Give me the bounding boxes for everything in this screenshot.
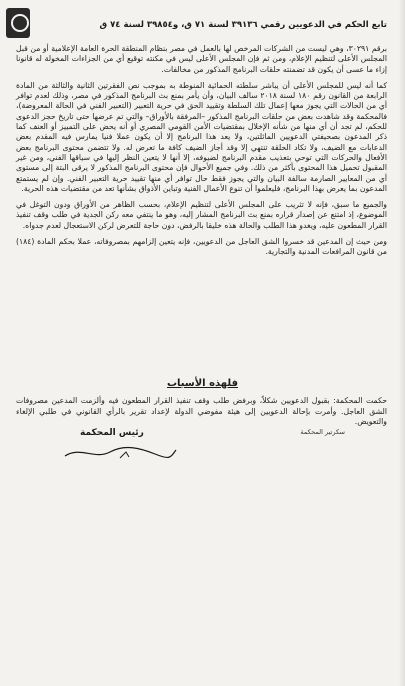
ruling-text: حكمت المحكمة: بقبول الدعويين شكلاً، وبرفض طلب وقف تنفيذ القرار المطعون فيه وألزمت المدعين مصروفات الشق العاجل. وأمرت بإحالة الدعويين إلى هيئة مفوضي الدولة لإعداد تقرير بالرأي القانوني في طلبي الإلغاء والتعويض. <box>16 396 387 426</box>
paragraph-1: برقم ٣٠٢٩١، وهي ليست من الشركات المرخص لها بالعمل في مصر بنظام المنطقة الحرة العامة الإعلامية أو من قبل المجلس الأعلى لتنظيم الإعلام، ومن ثم فإن المجلس الأعلى ليس في مكنته توقيع أي من الجزاءات المخولة له قانونا إزاء ما عسى أن يكون قد تضمنته حلقات البرنامج المذكور من مخالفات. <box>16 44 387 74</box>
handwritten-signature <box>60 444 180 462</box>
judgment-body <box>16 44 387 260</box>
paragraph-2: كما أنه ليس للمجلس الأعلى أن يباشر سلطته الحمائية المنوطة به بموجب نص الفقرتين الثانية والثالثة من المادة الرابعة من القانون رقم ١٨٠ لسنة ٢٠١٨ سالف البيان، وأن يأمر بمنع بث البرنامج المذكور في مصر، وذلك لعدم توافر أي من الحالات التي يجوز معها إعمال تلك السلطة وتقييد الحق في حرية التعبير (التعبير الفني في الحالة المعروضة)، فالمحكمة وقد شاهدت بعض من حلقات البرنامج المذكور –المرفقة بالأوراق– والتي تم عرضها حتى تاريخ حجز الدعوى للحكم، لم تجد أن أي منها من شأنه الإخلال بمقتضيات الأمن القومي المصري أو أنه يحض على التمييز أو العنف كما ذكر المدعون بصحيفتي الدعويين الماثلتين، ولا يعد هذا البرنامج إلا أن يكون عملا فنيا يمارس فيه المقدم بعض الدعابات مع الضيف، ولا تكاد الحلقة تنتهي إلا وقد أجاز الضيف كافة ما تعرض له. ولا تتضمن محتوى البرنامج بعض الأفعال والحركات التي توحي بتعذيب مقدم البرنامج لضيوفه، إلا أنها لا يتعين النظر إليها في سياقها الفني، ومن غير المقبول تحميل هذا المحتوى بأكثر من ذلك. وفي جميع الأحوال فإن محتوى البرنامج المذكور لا يرقى البتة إلى مستوى أي من المعايير الصارمة سالفة البيان والتي يجوز فقط حال توافر أي منها تقييد حرية التعبير الفني. وإن لم يستمتع المدعون بما يعرض بهذا البرنامج، فليعلموا أن تنوع الأعمال الفنية وتباين الأذواق بشأنها تعد من مقتضيات هذه الحرية. <box>16 80 387 193</box>
page-header: تابع الحكم في الدعويين رقمي ٣٩١٣٦ لسنة ٧١ ق، و٣٩٨٥٤ لسنة ٧٤ ق <box>99 20 387 30</box>
paragraph-4: ومن حيث إن المدعين قد خسروا الشق العاجل من الدعويين، فإنه يتعين إلزامهم بمصروفاته، عملا بحكم المادة (١٨٤) من قانون المرافعات المدنية والتجارية. <box>16 237 387 257</box>
section-title: فلهذه الأسباب <box>167 378 238 389</box>
scan-edge-shadow <box>399 0 405 686</box>
court-logo-icon <box>6 8 30 38</box>
secretary-signature-label: سكرتير المحكمة <box>300 428 345 436</box>
president-signature-label: رئيس المحكمة <box>80 428 144 438</box>
paragraph-3: والجميع ما سبق، فإنه لا تثريب على المجلس الأعلى لتنظيم الإعلام، بحسب الظاهر من الأوراق ودون التوغل في الموضوع، إذ امتنع عن إصدار قراره بمنع بث البرنامج المشار إليه، وهو ما ينتفي معه ركن الجدية في طلب وقف تنفيذ القرار المطعون عليه، ويغدو هذا الطلب والحالة هذه خليقا بالرفض، دون حاجة للتعرض لركن الاستعجال لعدم جدواه. <box>16 200 387 230</box>
